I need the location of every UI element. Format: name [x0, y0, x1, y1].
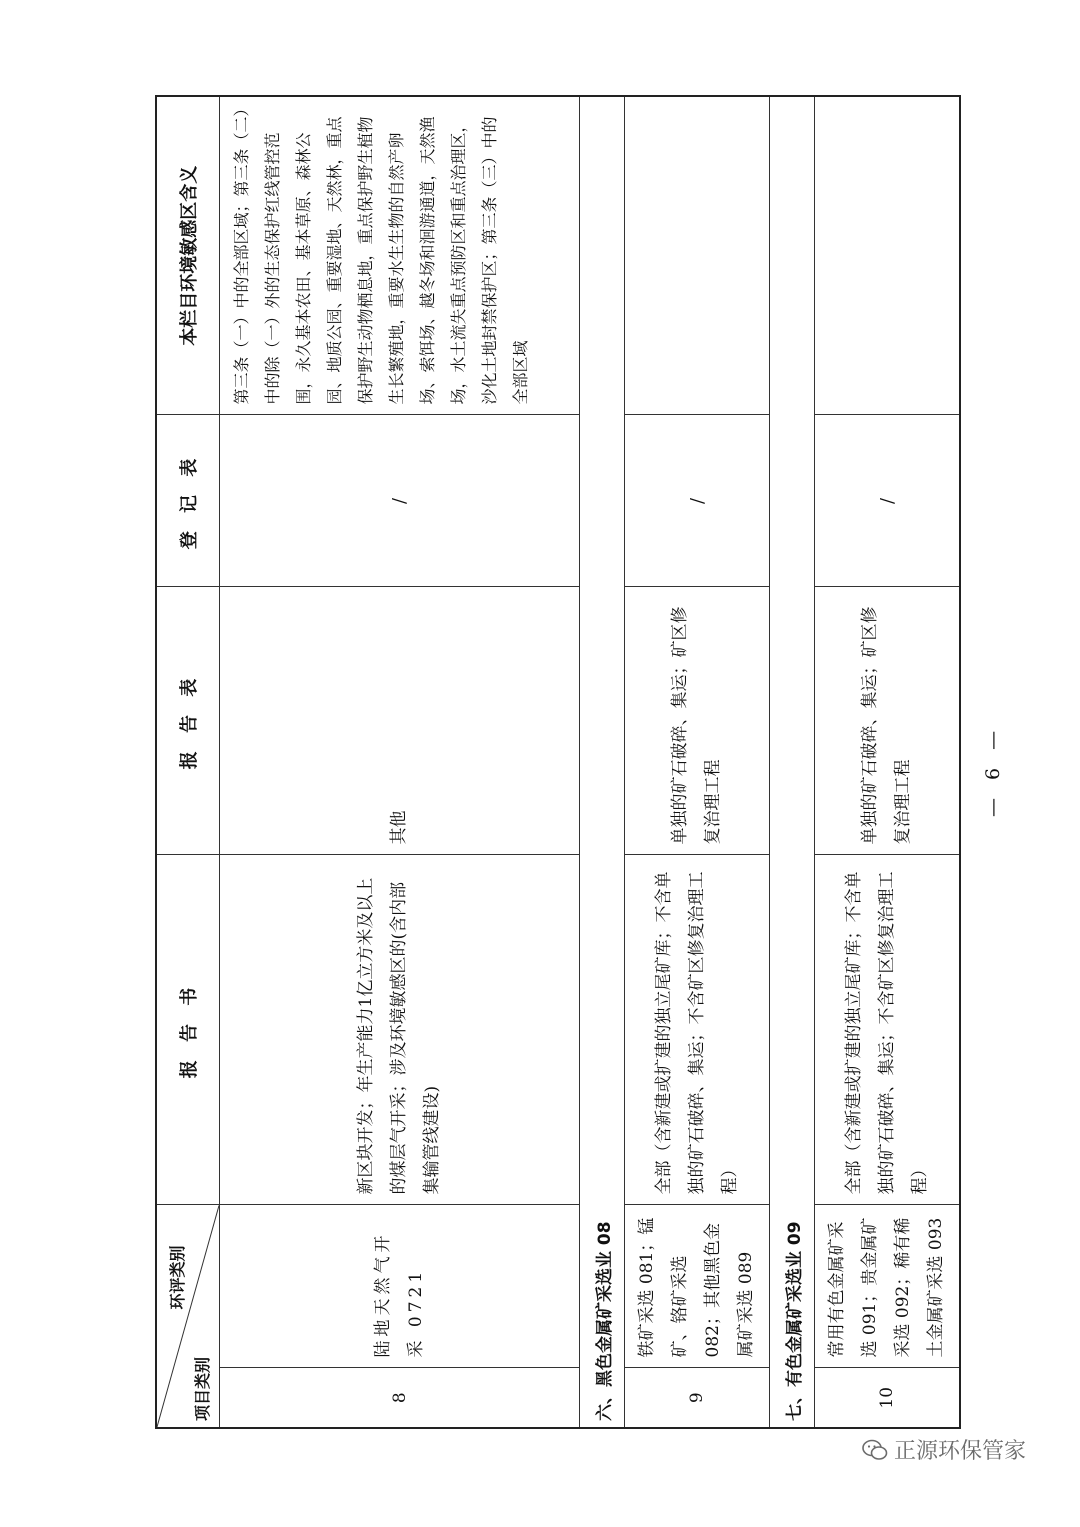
row-sensitive — [625, 96, 770, 415]
row-report-book: 新区块开发；年生产能力1亿立方米及以上的煤层气开采；涉及环境敏感区的(含内部集输管线建设) — [220, 855, 580, 1205]
header-sensitive-area: 本栏目环境敏感区含义 — [156, 96, 220, 415]
section-row — [580, 96, 625, 1428]
table-row — [220, 96, 580, 1428]
eia-classification-table — [155, 95, 961, 1429]
row-category: 陆地天然气开采 0721 — [220, 1205, 580, 1368]
section-row — [770, 96, 815, 1428]
row-category: 铁矿采选 081；锰矿、铬矿采选 082；其他黑色金属矿采选 089 — [625, 1205, 770, 1368]
row-report-book: 全部（含新建或扩建的独立尾矿库；不含单独的矿石破碎、集运；不含矿区修复治理工程） — [625, 855, 770, 1205]
row-sensitive: 第三条（一）中的全部区域；第三条（二）中的除（一）外的生态保护红线管控范围，永久基本农田、基本草原、森林公园、地质公园、重要湿地、天然林，重点保护野生动物栖息地，重点保护野生植物生长繁殖地，重要水生生物的自然产卵场、索饵场、越冬场和洄游通道，天然渔场，水土流失重点预防区和重点治理区，沙化土地封禁保护区；第三条（三）中的全部区域 — [220, 96, 580, 415]
table-header-row — [156, 96, 220, 1428]
section-title: 七、有色金属矿采选业 09 — [770, 96, 815, 1428]
row-report-form: 其他 — [220, 587, 580, 855]
section-title: 六、黑色金属矿采选业 08 — [580, 96, 625, 1428]
header-report-form: 报 告 表 — [156, 587, 220, 855]
table-row — [815, 96, 961, 1428]
page-number: — 6 — — [982, 724, 1004, 817]
header-register-form: 登 记 表 — [156, 415, 220, 587]
row-number: 8 — [220, 1368, 580, 1428]
watermark-text: 正源环保管家 — [894, 1439, 1027, 1464]
row-report-form: 单独的矿石破碎、集运；矿区修复治理工程 — [815, 587, 961, 855]
wechat-icon — [862, 1439, 888, 1461]
watermark — [862, 1434, 1026, 1465]
row-report-book: 全部（含新建或扩建的独立尾矿库；不含单独的矿石破碎、集运；不含矿区修复治理工程） — [815, 855, 961, 1205]
row-sensitive — [815, 96, 961, 415]
header-report-book: 报 告 书 — [156, 855, 220, 1205]
row-register: / — [815, 415, 961, 587]
row-register: / — [220, 415, 580, 587]
row-number: 9 — [625, 1368, 770, 1428]
row-register: / — [625, 415, 770, 587]
diagonal-header-cell — [156, 1205, 220, 1428]
header-project-category: 项目类别 — [193, 1356, 212, 1421]
table-row — [625, 96, 770, 1428]
header-eia-category: 环评类别 — [168, 1245, 187, 1310]
row-category: 常用有色金属矿采选 091；贵金属矿采选 092；稀有稀土金属矿采选 093 — [815, 1205, 961, 1368]
row-number: 10 — [815, 1368, 961, 1428]
row-report-form: 单独的矿石破碎、集运；矿区修复治理工程 — [625, 587, 770, 855]
